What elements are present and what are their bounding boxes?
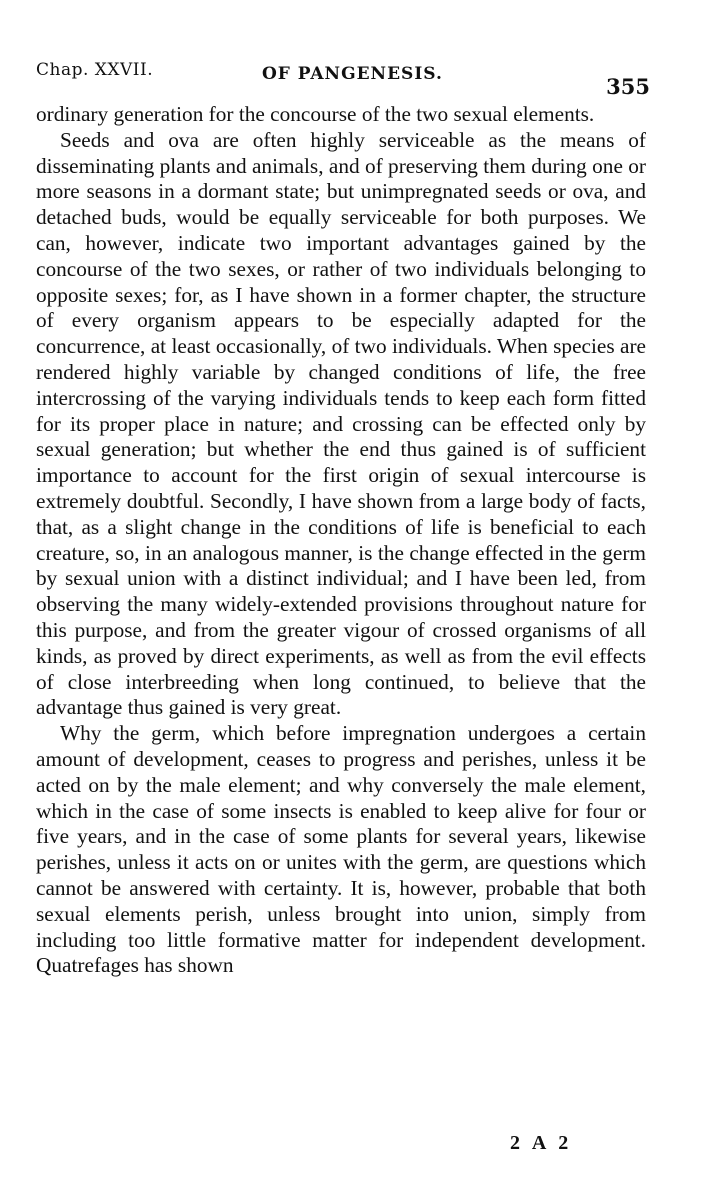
page-body: [36, 102, 646, 979]
chapter-label: Chap. XXVII.: [36, 60, 154, 80]
paragraph-1: ordinary generation for the concourse of the two sexual elements.: [36, 102, 595, 126]
paragraph-2: Seeds and ova are often highly serviceable as the means of disseminating plants and animals, and of preserving them during one or more seasons in a dormant state; but unimpregnated seeds or ova, and detached buds, would be equally serviceable for both purposes. We can, however, indicate two important advantages gained by the concourse of the two sexes, or rather of two individuals belonging to opposite sexes; for, as I have shown in a former chapter, the structure of every organism appears to be especially adapted for the concurrence, at least occasionally, of two individuals. When species are rendered highly variable by changed conditions of life, the free intercrossing of the varying individuals tends to keep each form fitted for its proper place in nature; and crossing can be effected only by sexual generation; but whether the end thus gained is of sufficient importance to account for the first origin of sexual intercourse is extremely doubtful. Secondly, I have shown from a large body of facts, that, as a slight change in the conditions of life is beneficial to each creature, so, in an analogous manner, is the change effected in the germ by sexual union with a distinct individual; and I have been led, from observing the many widely-extended provisions throughout nature for this purpose, and from the greater vigour of crossed organisms of all kinds, as proved by direct experiments, as well as from the evil effects of close interbreeding when long continued, to believe that the advantage thus gained is very great.: [36, 127, 646, 720]
signature-mark: 2 A 2: [510, 1132, 573, 1154]
page-number: 355: [606, 74, 650, 99]
paragraph-3: Why the germ, which before impregnation undergoes a certain amount of development, ceases to progress and perishes, unless it be acted on by the male element; and why conversely the male element, which in the case of some insects is enabled to keep alive for four or five years, and in the case of some plants for several years, likewise perishes, unless it acts on or unites with the germ, are questions which cannot be answered with certainty. It is, however, probable that both sexual elements perish, unless brought into union, simply from including too little formative matter for independent development. Quatrefages has shown: [36, 721, 646, 978]
running-title: OF PANGENESIS.: [262, 64, 443, 84]
page-header: [36, 60, 656, 100]
